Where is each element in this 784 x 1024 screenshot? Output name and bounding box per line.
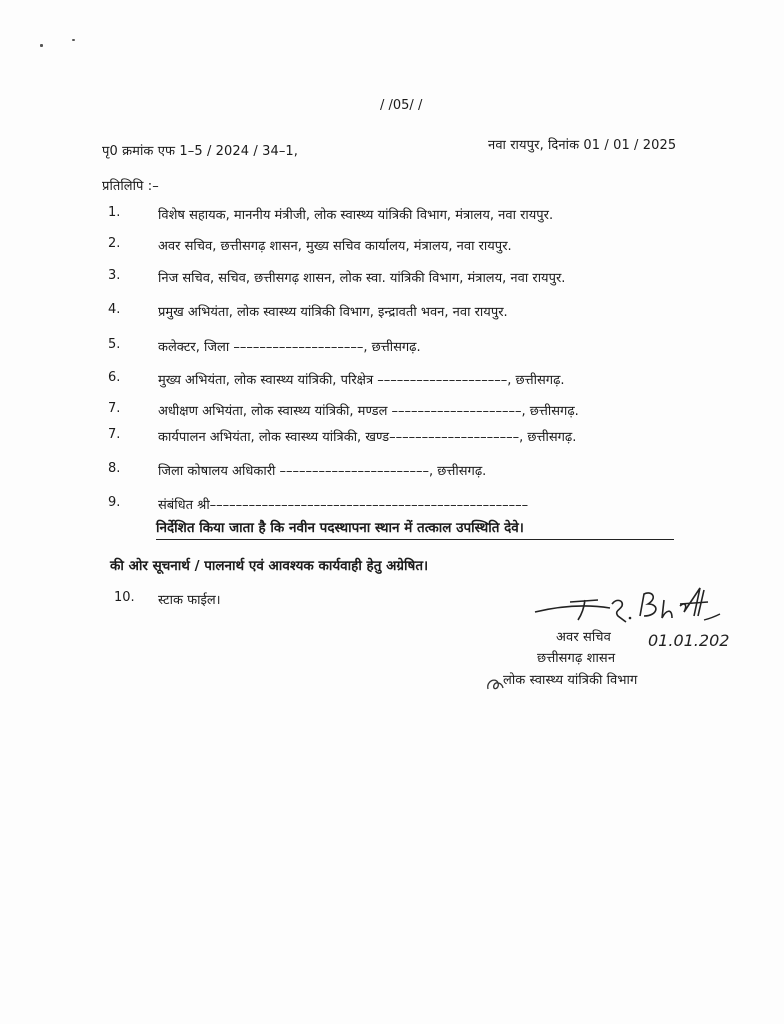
scan-speck bbox=[72, 39, 75, 41]
directive-underline bbox=[156, 539, 674, 540]
item-number: 3. bbox=[108, 268, 121, 283]
signatory-government: छत्तीसगढ़ शासन bbox=[537, 651, 616, 666]
item-text: संबंधित श्री––––––––––––––––––––––––––––––––––––––––––––––––– bbox=[158, 498, 529, 513]
list-item bbox=[108, 236, 768, 256]
list-item bbox=[108, 401, 768, 421]
item-number: 5. bbox=[108, 337, 121, 352]
directive-text: निर्देशित किया जाता है कि नवीन पदस्थापना स्थान में तत्काल उपस्थिति देवे। bbox=[156, 520, 524, 536]
item-number: 7. bbox=[108, 401, 121, 416]
list-item bbox=[108, 337, 768, 357]
item-number: 6. bbox=[108, 370, 121, 385]
forwarding-text: की ओर सूचनार्थ / पालनार्थ एवं आवश्यक कार्यवाही हेतु अग्रेषित। bbox=[110, 558, 429, 574]
item-text: स्टाक फाईल। bbox=[158, 593, 221, 608]
item-text: प्रमुख अभियंता, लोक स्वास्थ्य यांत्रिकी विभाग, इन्द्रावती भवन, नवा रायपुर. bbox=[158, 305, 508, 320]
item-text: निज सचिव, सचिव, छत्तीसगढ़ शासन, लोक स्वा. यांत्रिकी विभाग, मंत्रालय, नवा रायपुर. bbox=[158, 271, 566, 286]
item-number: 1. bbox=[108, 205, 121, 220]
list-item bbox=[108, 461, 768, 481]
page-number: / /05/ / bbox=[380, 98, 423, 113]
item-number: 2. bbox=[108, 236, 121, 251]
item-text: मुख्य अभियंता, लोक स्वास्थ्य यांत्रिकी, परिक्षेत्र ––––––––––––––––––––, छत्तीसगढ़. bbox=[158, 373, 565, 388]
item-text: अधीक्षण अभियंता, लोक स्वास्थ्य यांत्रिकी, मण्डल ––––––––––––––––––––, छत्तीसगढ़. bbox=[158, 404, 579, 419]
item-text: अवर सचिव, छत्तीसगढ़ शासन, मुख्य सचिव कार्यालय, मंत्रालय, नवा रायपुर. bbox=[158, 239, 512, 254]
list-item bbox=[108, 302, 768, 322]
reference-number: पृ0 क्रमांक एफ 1–5 / 2024 / 34–1, bbox=[102, 144, 299, 159]
item-text: विशेष सहायक, माननीय मंत्रीजी, लोक स्वास्थ्य यांत्रिकी विभाग, मंत्रालय, नवा रायपुर. bbox=[158, 208, 554, 223]
item-text: कलेक्टर, जिला ––––––––––––––––––––, छत्तीसगढ़. bbox=[158, 340, 421, 355]
scan-speck bbox=[40, 44, 43, 47]
list-item bbox=[108, 495, 768, 515]
list-item bbox=[108, 370, 768, 390]
item-number: 4. bbox=[108, 302, 121, 317]
item-text: कार्यपालन अभियंता, लोक स्वास्थ्य यांत्रिकी, खण्ड––––––––––––––––––––, छत्तीसगढ़. bbox=[158, 430, 577, 445]
item-number: 9. bbox=[108, 495, 121, 510]
item-number: 7. bbox=[108, 427, 121, 442]
item-number: 8. bbox=[108, 461, 121, 476]
list-item bbox=[108, 268, 768, 288]
signatory-designation: अवर सचिव bbox=[556, 630, 611, 645]
item-text: जिला कोषालय अधिकारी –––––––––––––––––––––––, छत्तीसगढ़. bbox=[158, 464, 487, 479]
signatory-department: लोक स्वास्थ्य यांत्रिकी विभाग bbox=[503, 673, 638, 688]
list-item bbox=[108, 205, 768, 225]
handwritten-date: 01.01.202 bbox=[648, 631, 730, 650]
place-date: नवा रायपुर, दिनांक 01 / 01 / 2025 bbox=[488, 138, 677, 153]
copy-to-label: प्रतिलिपि :– bbox=[102, 179, 159, 194]
list-item bbox=[108, 427, 768, 447]
item-number: 10. bbox=[114, 590, 135, 605]
